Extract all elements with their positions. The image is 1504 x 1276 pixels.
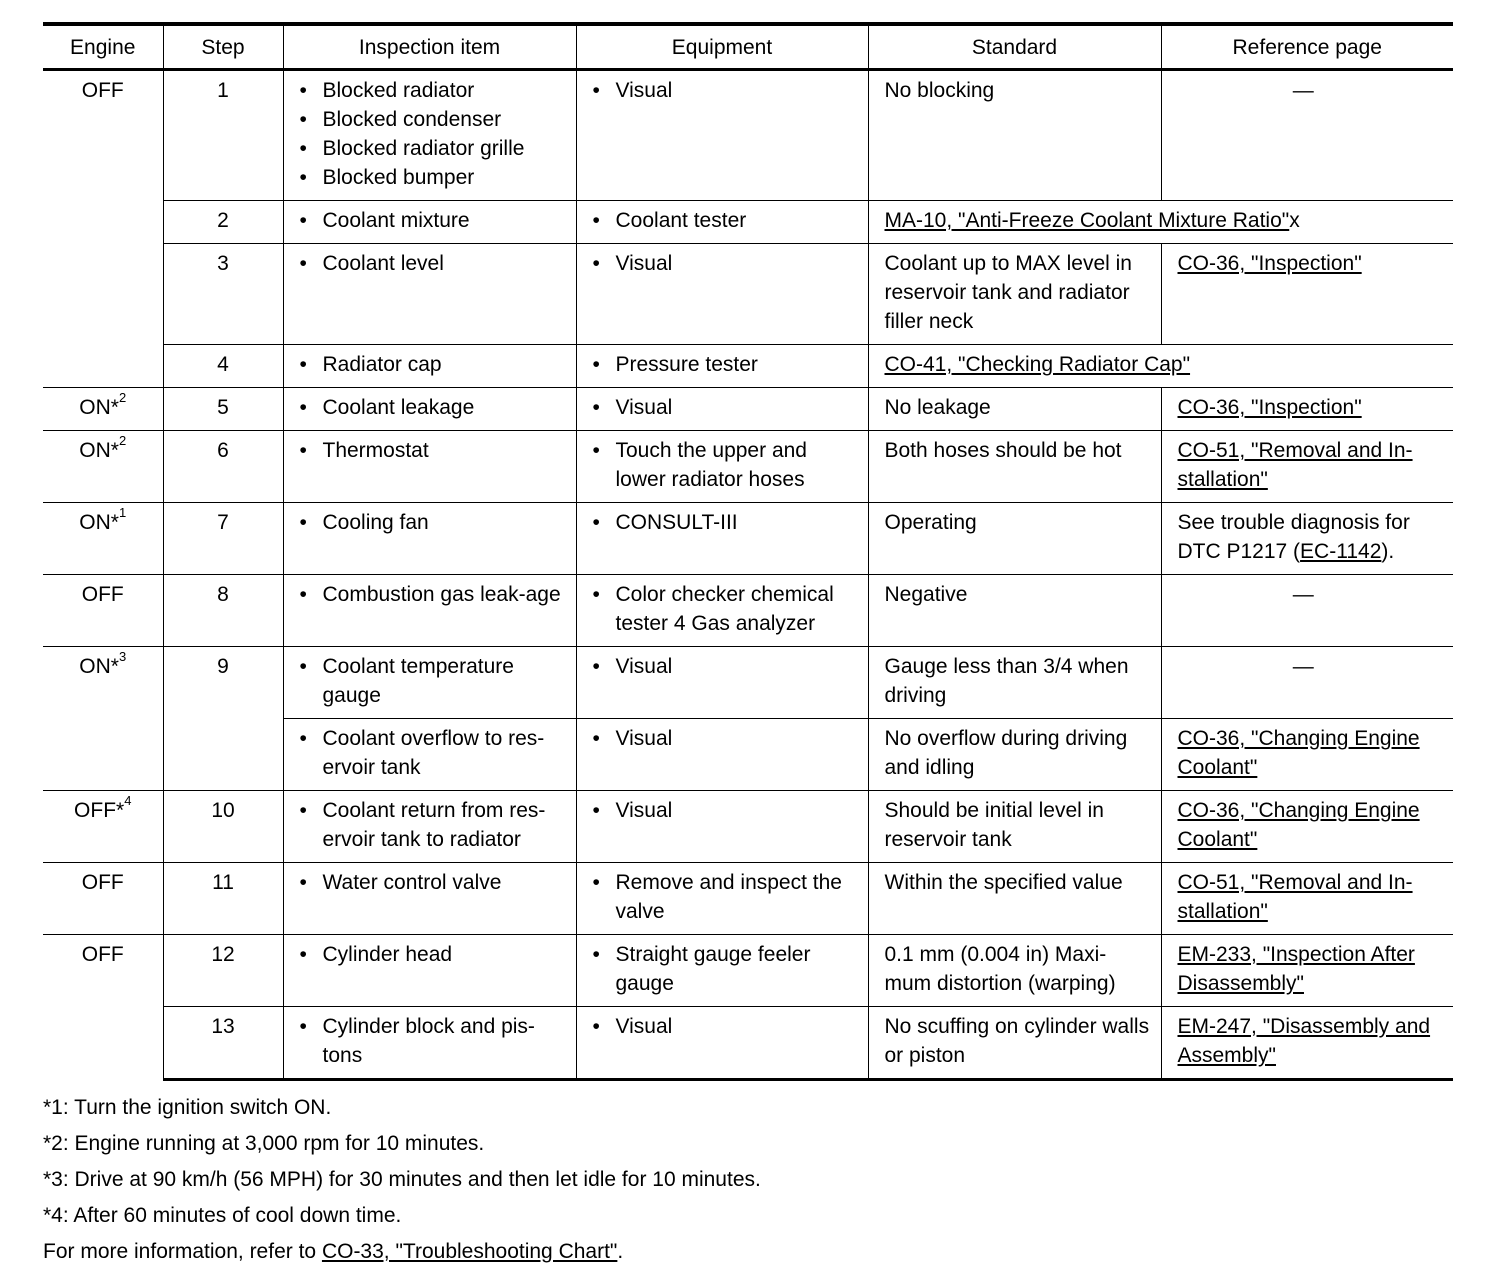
reference-link[interactable]: EC-1142 bbox=[1300, 540, 1382, 563]
step-cell: 8 bbox=[163, 575, 283, 647]
bullet-icon bbox=[300, 206, 323, 235]
step-cell: 6 bbox=[163, 431, 283, 503]
bullet-icon bbox=[593, 796, 616, 825]
standard-cell: No scuffing on cylinder walls or piston bbox=[868, 1007, 1161, 1080]
reference-cell bbox=[1161, 791, 1453, 863]
item-text: Coolant level bbox=[322, 252, 444, 275]
reference-cell bbox=[1161, 503, 1453, 575]
step-cell: 12 bbox=[163, 935, 283, 1007]
engine-cell bbox=[43, 647, 163, 791]
inspection-table bbox=[43, 22, 1453, 1081]
footnote-3: *3: Drive at 90 km/h (56 MPH) for 30 minutes and then let idle for 10 minutes. bbox=[43, 1168, 761, 1191]
troubleshooting-chart-link[interactable]: CO-33, "Troubleshooting Chart" bbox=[321, 1240, 618, 1263]
equipment-text: Touch the upper and lower radiator hoses bbox=[615, 439, 807, 491]
reference-cell bbox=[1161, 935, 1453, 1007]
item-text: Cylinder block and pis-tons bbox=[322, 1015, 535, 1067]
standard-cell: 0.1 mm (0.004 in) Maxi-mum distortion (warping) bbox=[868, 935, 1161, 1007]
equipment-cell bbox=[576, 431, 868, 503]
footnote-2: *2: Engine running at 3,000 rpm for 10 minutes. bbox=[43, 1132, 485, 1155]
reference-link[interactable]: CO-36, "Changing Engine Coolant" bbox=[1177, 799, 1420, 851]
item-text: Cylinder head bbox=[322, 943, 453, 966]
item-text: Coolant return from res-ervoir tank to radiator bbox=[322, 799, 546, 851]
inspection-item-cell bbox=[283, 503, 576, 575]
standard-cell: No leakage bbox=[868, 388, 1161, 431]
bullet-icon bbox=[593, 350, 616, 379]
bullet-icon bbox=[300, 580, 323, 609]
table-row bbox=[43, 1007, 1453, 1080]
item-text: Coolant leakage bbox=[322, 396, 475, 419]
inspection-item-cell bbox=[283, 647, 576, 719]
inspection-item-cell bbox=[283, 244, 576, 345]
step-cell: 2 bbox=[163, 201, 283, 244]
engine-cell bbox=[43, 431, 163, 503]
reference-cell bbox=[1161, 388, 1453, 431]
equipment-text: Visual bbox=[615, 396, 673, 419]
table-row bbox=[43, 791, 1453, 863]
standard-cell: Coolant up to MAX level in reservoir tank and radiator filler neck bbox=[868, 244, 1161, 345]
header-standard: Standard bbox=[868, 24, 1161, 70]
item-text: Blocked radiator bbox=[322, 79, 475, 102]
bullet-icon bbox=[593, 393, 616, 422]
item-text: Coolant overflow to res-ervoir tank bbox=[322, 727, 545, 779]
bullet-icon bbox=[300, 249, 323, 278]
header-step: Step bbox=[163, 24, 283, 70]
item-text: Combustion gas leak-age bbox=[322, 583, 561, 606]
item-text: Blocked bumper bbox=[322, 166, 475, 189]
equipment-text: Remove and inspect the valve bbox=[615, 871, 842, 923]
step-cell: 9 bbox=[163, 647, 283, 791]
item-text: Blocked condenser bbox=[322, 108, 502, 131]
equipment-cell bbox=[576, 70, 868, 201]
inspection-item-cell bbox=[283, 388, 576, 431]
equipment-text: Color checker chemical tester 4 Gas analyzer bbox=[615, 583, 834, 635]
table-row bbox=[43, 863, 1453, 935]
more-info-suffix: . bbox=[617, 1240, 624, 1263]
bullet-icon bbox=[593, 436, 616, 494]
reference-cell bbox=[1161, 719, 1453, 791]
bullet-icon bbox=[300, 940, 323, 969]
standard-cell: Within the specified value bbox=[868, 863, 1161, 935]
equipment-text: Straight gauge feeler gauge bbox=[615, 943, 811, 995]
standard-cell: Both hoses should be hot bbox=[868, 431, 1161, 503]
reference-suffix: ). bbox=[1381, 540, 1395, 563]
inspection-item-cell bbox=[283, 431, 576, 503]
reference-text: See trouble diagnosis for DTC P1217 ( bbox=[1177, 511, 1410, 563]
equipment-text: Visual bbox=[615, 252, 673, 275]
equipment-cell bbox=[576, 503, 868, 575]
reference-link[interactable]: EM-247, "Disassembly and Assembly" bbox=[1177, 1015, 1431, 1067]
footnote-4: *4: After 60 minutes of cool down time. bbox=[43, 1204, 402, 1227]
footnote-1: *1: Turn the ignition switch ON. bbox=[43, 1096, 332, 1119]
inspection-item-cell bbox=[283, 345, 576, 388]
step-cell: 10 bbox=[163, 791, 283, 863]
inspection-item-cell bbox=[283, 1007, 576, 1080]
inspection-item-cell bbox=[283, 201, 576, 244]
step-cell: 5 bbox=[163, 388, 283, 431]
reference-cell: — bbox=[1161, 575, 1453, 647]
equipment-cell bbox=[576, 719, 868, 791]
bullet-icon bbox=[593, 580, 616, 638]
equipment-text: Pressure tester bbox=[615, 353, 758, 376]
reference-suffix: x bbox=[1289, 209, 1300, 232]
bullet-icon bbox=[593, 868, 616, 926]
reference-cell bbox=[1161, 244, 1453, 345]
bullet-icon bbox=[593, 1012, 616, 1041]
bullet-icon bbox=[593, 652, 616, 681]
header-inspection-item: Inspection item bbox=[283, 24, 576, 70]
engine-cell: OFF bbox=[43, 70, 163, 388]
equipment-cell bbox=[576, 791, 868, 863]
equipment-text: Coolant tester bbox=[615, 209, 747, 232]
bullet-icon bbox=[593, 940, 616, 998]
reference-cell bbox=[1161, 863, 1453, 935]
reference-cell bbox=[868, 201, 1453, 244]
equipment-cell bbox=[576, 345, 868, 388]
item-text: Blocked radiator grille bbox=[322, 137, 525, 160]
bullet-icon bbox=[300, 163, 323, 192]
reference-link[interactable]: CO-51, "Removal and In-stallation" bbox=[1177, 439, 1413, 491]
item-text: Thermostat bbox=[322, 439, 429, 462]
table-row bbox=[43, 431, 1453, 503]
engine-text: ON* bbox=[79, 655, 119, 678]
bullet-icon bbox=[300, 1012, 323, 1070]
engine-cell: OFF bbox=[43, 575, 163, 647]
engine-text: ON* bbox=[79, 511, 119, 534]
footnotes bbox=[43, 1090, 761, 1270]
reference-link[interactable]: CO-41, "Checking Radiator Cap" bbox=[884, 353, 1191, 376]
equipment-cell bbox=[576, 1007, 868, 1080]
reference-link[interactable]: EM-233, "Inspection After Disassembly" bbox=[1177, 943, 1415, 995]
table-row bbox=[43, 575, 1453, 647]
engine-cell: OFF bbox=[43, 863, 163, 935]
item-text: Cooling fan bbox=[322, 511, 429, 534]
standard-cell: Negative bbox=[868, 575, 1161, 647]
equipment-text: Visual bbox=[615, 1015, 673, 1038]
equipment-text: Visual bbox=[615, 727, 673, 750]
standard-cell: No blocking bbox=[868, 70, 1161, 201]
reference-cell: — bbox=[1161, 647, 1453, 719]
engine-text: OFF* bbox=[74, 799, 125, 822]
bullet-icon bbox=[300, 652, 323, 710]
equipment-text: Visual bbox=[615, 655, 673, 678]
equipment-cell bbox=[576, 244, 868, 345]
reference-link[interactable]: CO-51, "Removal and In-stallation" bbox=[1177, 871, 1413, 923]
engine-cell bbox=[43, 388, 163, 431]
equipment-text: Visual bbox=[615, 799, 673, 822]
bullet-icon bbox=[300, 436, 323, 465]
equipment-cell bbox=[576, 388, 868, 431]
bullet-icon bbox=[593, 508, 616, 537]
table-row bbox=[43, 244, 1453, 345]
inspection-item-cell bbox=[283, 719, 576, 791]
equipment-cell bbox=[576, 647, 868, 719]
item-text: Coolant mixture bbox=[322, 209, 470, 232]
more-info-line bbox=[43, 1234, 761, 1270]
reference-link[interactable]: MA-10, "Anti-Freeze Coolant Mixture Ratio" bbox=[884, 209, 1290, 232]
table-row bbox=[43, 503, 1453, 575]
step-cell: 3 bbox=[163, 244, 283, 345]
reference-cell: — bbox=[1161, 70, 1453, 201]
inspection-item-cell bbox=[283, 575, 576, 647]
table-header-row bbox=[43, 24, 1453, 70]
item-text: Coolant temperature gauge bbox=[322, 655, 514, 707]
step-cell: 13 bbox=[163, 1007, 283, 1080]
inspection-item-cell bbox=[283, 791, 576, 863]
footnote-mark: 3 bbox=[118, 649, 127, 664]
step-cell: 11 bbox=[163, 863, 283, 935]
bullet-icon bbox=[593, 76, 616, 105]
bullet-icon bbox=[300, 796, 323, 854]
reference-cell bbox=[868, 345, 1453, 388]
table-row bbox=[43, 647, 1453, 719]
reference-link[interactable]: CO-36, "Changing Engine Coolant" bbox=[1177, 727, 1420, 779]
step-cell: 7 bbox=[163, 503, 283, 575]
standard-cell: No overflow during driving and idling bbox=[868, 719, 1161, 791]
equipment-cell bbox=[576, 935, 868, 1007]
footnote-mark: 2 bbox=[118, 390, 127, 405]
table-row bbox=[43, 935, 1453, 1007]
reference-link[interactable]: CO-36, "Inspection" bbox=[1177, 396, 1362, 419]
bullet-icon bbox=[593, 249, 616, 278]
bullet-icon bbox=[300, 105, 323, 134]
engine-cell bbox=[43, 503, 163, 575]
inspection-item-cell bbox=[283, 70, 576, 201]
standard-cell: Operating bbox=[868, 503, 1161, 575]
bullet-icon bbox=[300, 393, 323, 422]
inspection-item-cell bbox=[283, 935, 576, 1007]
reference-cell bbox=[1161, 431, 1453, 503]
header-equipment: Equipment bbox=[576, 24, 868, 70]
bullet-icon bbox=[593, 724, 616, 753]
bullet-icon bbox=[593, 206, 616, 235]
more-info-text: For more information, refer to bbox=[43, 1240, 322, 1263]
item-text: Water control valve bbox=[322, 871, 502, 894]
header-reference-page: Reference page bbox=[1161, 24, 1453, 70]
equipment-cell bbox=[576, 201, 868, 244]
standard-cell: Should be initial level in reservoir tank bbox=[868, 791, 1161, 863]
footnote-mark: 2 bbox=[118, 433, 127, 448]
header-engine: Engine bbox=[43, 24, 163, 70]
bullet-icon bbox=[300, 76, 323, 105]
bullet-icon bbox=[300, 134, 323, 163]
equipment-text: Visual bbox=[615, 79, 673, 102]
equipment-text: CONSULT-III bbox=[615, 511, 738, 534]
table-row bbox=[43, 70, 1453, 201]
item-text: Radiator cap bbox=[322, 353, 442, 376]
footnote-mark: 1 bbox=[118, 505, 127, 520]
standard-cell: Gauge less than 3/4 when driving bbox=[868, 647, 1161, 719]
engine-text: ON* bbox=[79, 396, 119, 419]
engine-cell: OFF bbox=[43, 935, 163, 1080]
table-row bbox=[43, 388, 1453, 431]
reference-cell bbox=[1161, 1007, 1453, 1080]
bullet-icon bbox=[300, 350, 323, 379]
table-row bbox=[43, 345, 1453, 388]
engine-text: ON* bbox=[79, 439, 119, 462]
step-cell: 4 bbox=[163, 345, 283, 388]
table-row bbox=[43, 201, 1453, 244]
step-cell: 1 bbox=[163, 70, 283, 201]
footnote-mark: 4 bbox=[124, 793, 132, 808]
reference-link[interactable]: CO-36, "Inspection" bbox=[1177, 252, 1362, 275]
bullet-icon bbox=[300, 508, 323, 537]
inspection-item-cell bbox=[283, 863, 576, 935]
equipment-cell bbox=[576, 575, 868, 647]
equipment-cell bbox=[576, 863, 868, 935]
bullet-icon bbox=[300, 868, 323, 897]
engine-cell bbox=[43, 791, 163, 863]
bullet-icon bbox=[300, 724, 323, 782]
